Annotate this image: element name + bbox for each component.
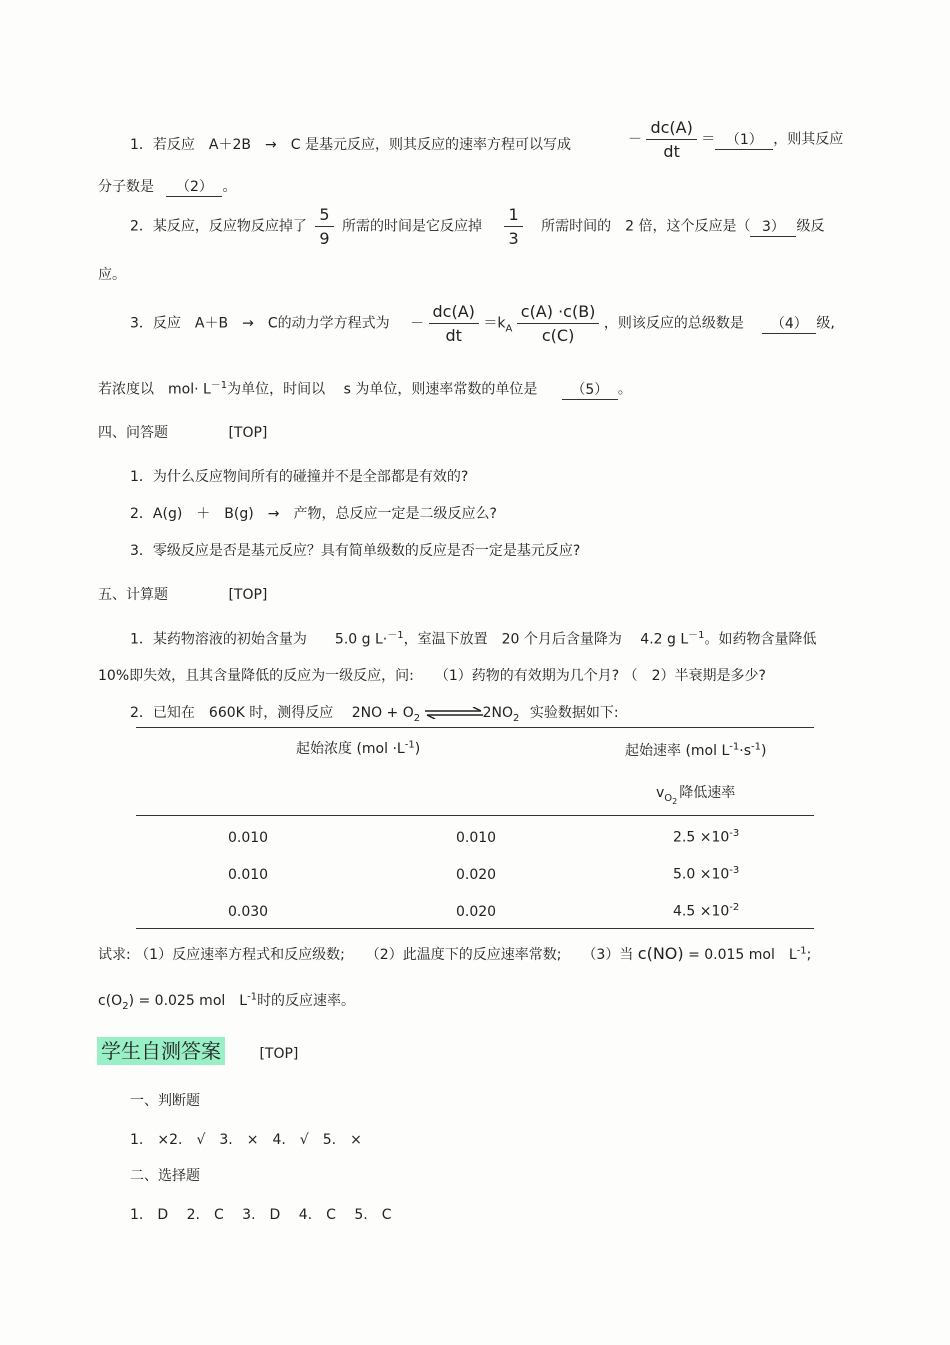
fill-q1-line2-text: 分子数是	[98, 179, 154, 195]
top-link[interactable]: [TOP]	[228, 587, 268, 603]
superscript: -3	[729, 828, 740, 839]
text: v	[656, 785, 665, 801]
fill-q2	[130, 205, 824, 248]
text: ;	[806, 947, 812, 963]
table-cell: 0.010	[456, 830, 497, 846]
fraction-denominator: dt	[663, 142, 680, 162]
text: 降低速率	[679, 785, 736, 801]
section-4-heading	[98, 422, 267, 442]
text: 试求: （1）反应速率方程式和反应级数; （2）此温度下的反应速率常数; （3）当	[98, 947, 634, 963]
concentration-fraction	[517, 302, 600, 345]
table-cell: 0.010	[228, 830, 269, 846]
minus-sign: －	[410, 315, 425, 332]
fraction-numerator: 1	[504, 205, 522, 227]
text: 5.0 ×10	[673, 866, 730, 883]
answers-section-2-values: 1. D 2. C 3. D 4. C 5. C	[130, 1207, 392, 1223]
equals-sign: ＝	[701, 131, 716, 148]
fill-q3-line2	[98, 376, 632, 400]
calc-q2-ask-line1	[98, 944, 811, 964]
period: 。	[617, 381, 632, 398]
answers-section-2: 二、选择题	[130, 1168, 200, 1184]
table-cell	[673, 828, 739, 846]
text: ) = 0.025 mol L	[128, 993, 248, 1009]
table-cell: 0.010	[228, 867, 269, 883]
fill-q3-line2-a: 若浓度以 mol· L	[98, 381, 211, 398]
superscript: －1	[387, 630, 404, 641]
text: ，室温下放置 20 个月后含量降为 4.2 g L	[403, 631, 689, 648]
text: 起始速率 (mol L	[625, 743, 730, 759]
section-title: 五、计算题	[98, 587, 168, 603]
text: 起始浓度 (mol ·L	[296, 741, 405, 757]
fill-q3-line2-b: 为单位，时间以 s 为单位，则速率常数的单位是	[227, 381, 538, 398]
fill-q2-text-c: 所需时间的 2 倍，这个反应是（	[541, 218, 751, 235]
blank-5: （5）	[562, 379, 618, 400]
fraction-denominator: dt	[445, 326, 462, 346]
answers-section-1: 一、判断题	[130, 1093, 200, 1109]
fraction-numerator: dc(A)	[429, 302, 479, 324]
fill-q2-text-b: 所需的时间是它反应掉	[342, 218, 483, 235]
table-header-concentration	[296, 738, 420, 758]
fraction-denominator: 9	[319, 229, 330, 249]
subscript: O	[664, 792, 673, 804]
blank-1: （1）	[715, 129, 773, 150]
text: 2.5 ×10	[673, 829, 730, 846]
rate-fraction	[429, 302, 479, 345]
superscript: -2	[729, 902, 740, 913]
top-link[interactable]: [TOP]	[228, 425, 268, 441]
text: )	[414, 741, 421, 757]
subscript-a: A	[505, 323, 513, 335]
text: )	[760, 743, 767, 759]
subscript: 2	[122, 1000, 129, 1012]
table-header-rule	[136, 815, 814, 816]
fraction-numerator: dc(A)	[646, 118, 696, 140]
superscript: -1	[247, 991, 258, 1003]
question-item: 3．零级反应是否是基元反应？具有简单级数的反应是否一定是基元反应?	[130, 543, 581, 559]
fill-q2-text-d: 级反	[796, 218, 825, 235]
top-link[interactable]: [TOP]	[259, 1046, 299, 1062]
fill-q1-line2	[98, 176, 236, 197]
fraction-numerator: c(A) ·c(B)	[517, 302, 600, 324]
section-5-heading	[98, 584, 267, 604]
fill-q1-post: ，则其反应	[773, 131, 844, 148]
table-cell: 0.030	[228, 904, 269, 920]
superscript: -1	[729, 741, 740, 753]
superscript: -3	[729, 865, 740, 876]
table-cell: 0.020	[456, 904, 497, 920]
answers-section-1-values: 1. ×2. √ 3. × 4. √ 5. ×	[130, 1132, 362, 1148]
table-cell: 0.020	[456, 867, 497, 883]
table-header-vo2	[656, 782, 735, 806]
question-item: 1．为什么反应物间所有的碰撞并不是全部都是有效的?	[130, 469, 469, 485]
fill-q2-text-a: 2．某反应，反应物反应掉了	[130, 218, 307, 235]
superscript: -1	[751, 741, 761, 753]
equilibrium-arrow-icon	[425, 707, 483, 719]
question-item: 2．A(g) ＋ B(g) → 产物，总反应一定是二级反应么?	[130, 506, 497, 522]
text: ·s	[739, 743, 751, 759]
blank-4: （4）	[762, 313, 816, 334]
table-cell	[673, 902, 739, 920]
calc-q1-line2: 10%即失效，且其含量降低的反应为一级反应，问: （1）药物的有效期为几个月? （ 2）半衰期是多少?	[98, 668, 766, 684]
fraction-1-3	[504, 205, 522, 248]
fill-q3-text-a: 3．反应 A＋B → C的动力学方程式为	[130, 315, 390, 332]
fill-q1-formula	[628, 118, 843, 161]
text: 时的反应速率。	[257, 993, 356, 1009]
answers-title: 学生自测答案	[97, 1037, 225, 1065]
equals-k: ＝k	[483, 315, 506, 332]
text: 1．某药物溶液的初始含量为 5.0 g L·	[130, 631, 388, 648]
table-top-rule	[136, 727, 814, 728]
superscript: －1	[688, 630, 705, 641]
section-title: 四、问答题	[98, 425, 168, 441]
minus-sign: －	[628, 131, 642, 148]
table-bottom-rule	[136, 928, 814, 929]
fill-q1-text: 1．若反应 A＋2B → C 是基元反应，则其反应的速率方程可以写成	[130, 137, 571, 153]
text: 4.5 ×10	[673, 903, 730, 920]
fraction-denominator: c(C)	[541, 326, 575, 346]
period: 。	[222, 179, 237, 195]
calc-q2-ask-line2	[98, 990, 355, 1012]
fill-q3-text-c: 级,	[816, 315, 835, 332]
superscript: -1	[404, 739, 415, 751]
answers-heading	[97, 1035, 298, 1064]
blank-3: 3）	[750, 216, 796, 237]
blank-2: （2）	[166, 176, 222, 197]
fraction-5-9	[315, 205, 333, 248]
superscript: －1	[210, 380, 228, 391]
table-cell	[673, 865, 739, 883]
text: 2．已知在 660K 时，测得反应 2NO + O	[130, 705, 414, 721]
text: c(NO)	[637, 944, 684, 963]
fraction-numerator: 5	[315, 205, 333, 227]
calc-q1-line1	[130, 626, 817, 649]
text: 实验数据如下:	[529, 705, 619, 721]
subscript: 2	[513, 712, 520, 724]
subscript: 2	[672, 796, 678, 806]
text: = 0.015 mol L	[688, 947, 797, 963]
fill-q3	[130, 302, 835, 345]
superscript: -1	[796, 945, 807, 957]
rate-fraction	[646, 118, 696, 161]
fill-q2-line2: 应。	[98, 267, 126, 283]
fraction-denominator: 3	[508, 229, 519, 249]
subscript: 2	[413, 712, 421, 724]
text: 。如药物含量降低	[704, 631, 817, 648]
text: c(O	[98, 993, 123, 1009]
calc-q2-line	[130, 702, 619, 724]
fill-q3-text-b: ，则该反应的总级数是	[603, 315, 744, 332]
text: 2NO	[482, 705, 513, 721]
table-header-rate	[625, 740, 766, 760]
